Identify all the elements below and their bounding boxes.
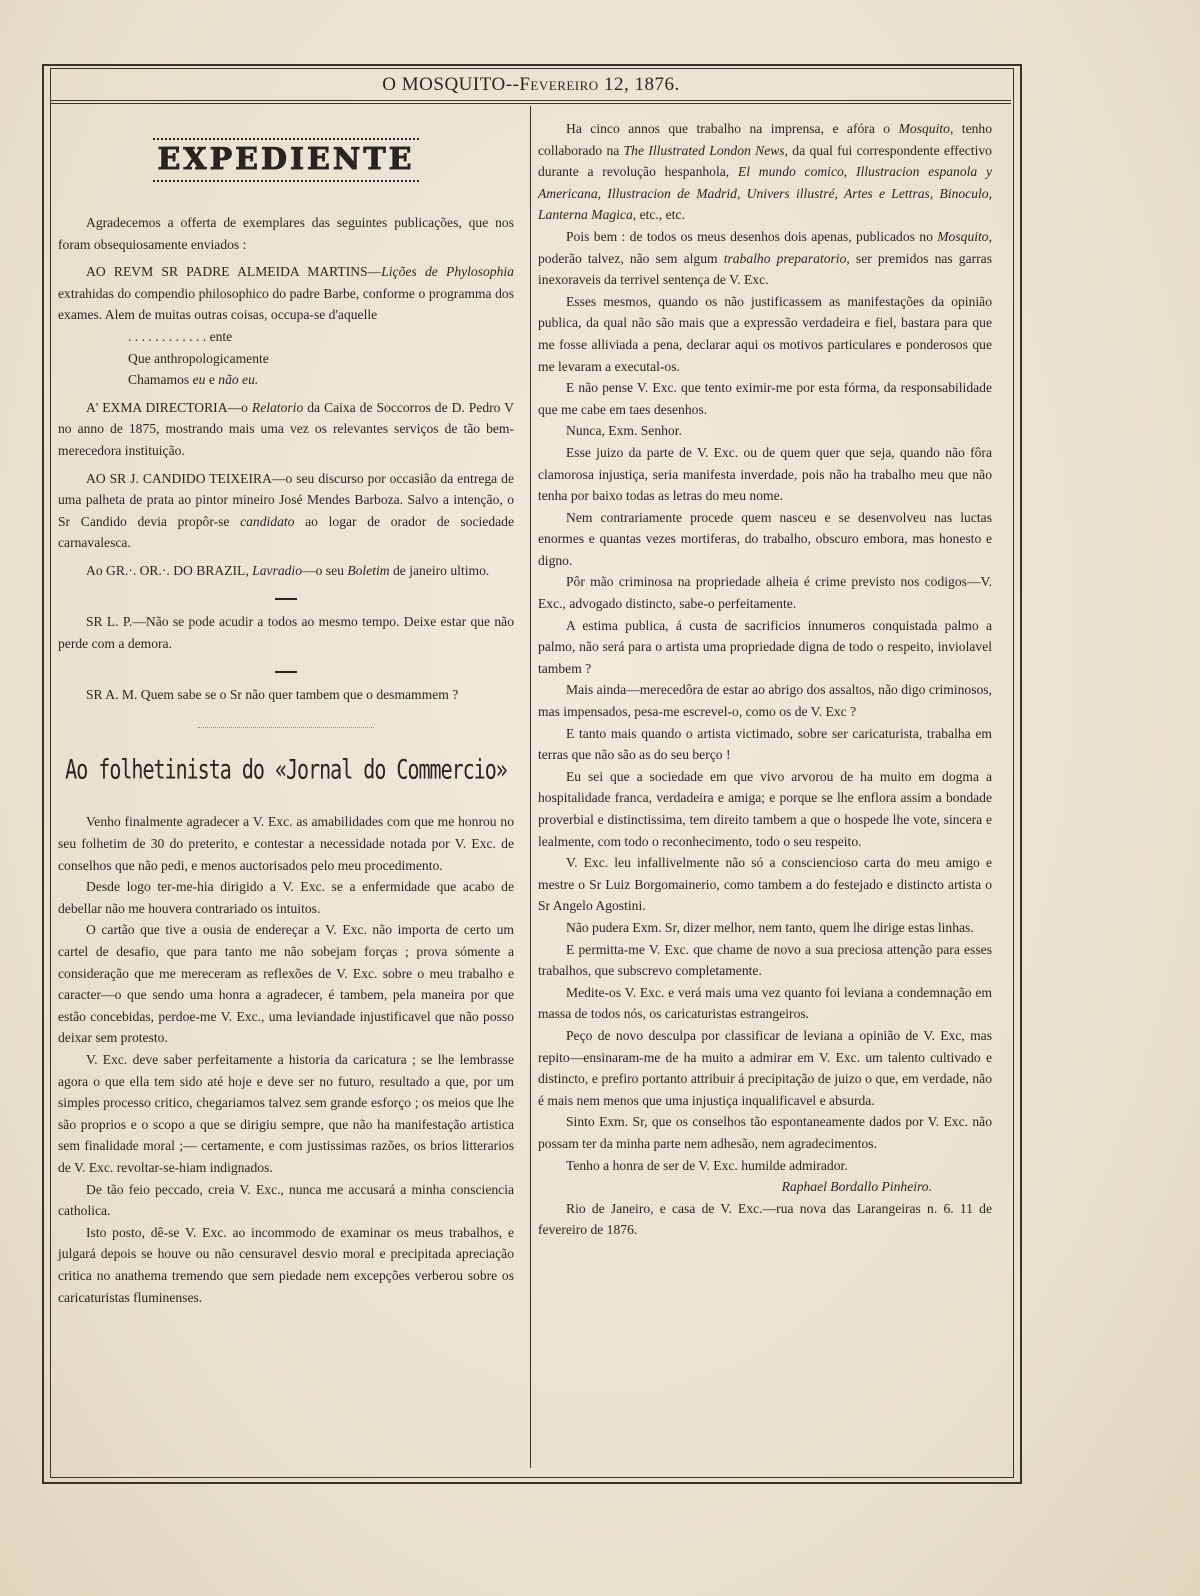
short-rule xyxy=(58,660,514,682)
expediente-item: Ao GR.·. OR.·. DO BRAZIL, Lavradio—o seu Boletim de janeiro ultimo. xyxy=(86,562,490,578)
article-paragraph: E tanto mais quando o artista victimado, sobre ser caricaturista, trabalha em terras que não são as do seu berço ! xyxy=(538,725,992,763)
article-paragraph: Desde logo ter-me-hia dirigido a V. Exc. se a enfermidade que acabo de debellar não me houvera contrariado os intuitos. xyxy=(58,879,514,916)
article-paragraph: E não pense V. Exc. que tento eximir-me por esta fórma, da responsabilidade que me cabe em taes desenhos. xyxy=(538,380,992,417)
article-paragraph: E permitta-me V. Exc. que chame de novo a sua preciosa attenção para esses trabalhos, que subscrevo completamente. xyxy=(538,941,992,979)
article-paragraph: Venho finalmente agradecer a V. Exc. as amabilidades com que me honrou no seu folhetim de 30 do preterito, e contestar a necessidade notada por V. Exc. de conselhos que não pedi, e menos auctorisados pelo meu procedimento. xyxy=(58,814,514,873)
article-paragraph: Esse juizo da parte de V. Exc. ou de quem quer que seja, quando não fôra clamorosa injustiça, seria manifesta inverdade, pois não ha trabalho meu que não tenha por baixo todas as letras do meu nome. xyxy=(538,444,992,504)
expediente-intro: Agradecemos a offerta de exemplares das seguintes publicações, que nos foram obsequiosamente enviados : xyxy=(58,215,514,252)
article-paragraph: Não pudera Exm. Sr, dizer melhor, nem tanto, quem lhe dirige estas linhas. xyxy=(566,919,974,935)
article-paragraph: Ha cinco annos que trabalho na imprensa, e afóra o Mosquito, tenho collaborado na The Illustrated London News, da qual fui correspondente effectivo durante a revolução hespanhola, El mundo comico, Illustracion espanola y Americana, Illustracion de Madrid, Univers illustré, Artes e Lettras, Binoculo, Lanterna Magica, etc., etc. xyxy=(538,121,992,223)
left-column xyxy=(58,116,514,1308)
verse-line: Chamamos eu e não eu. xyxy=(128,372,259,388)
author-signature: Raphael Bordallo Pinheiro. xyxy=(781,1179,932,1195)
article-paragraph: Eu sei que a sociedade em que vivo arvorou de ha muito em dogma a hospitalidade franca, verdadeira e amiga; e porque se lhe enflora assim a bondade proverbial e distinctissima, tem direito tambem a que o hospede lhe vote, sincera e lealmente, com todo o reconhecimento, todo o seu respeito. xyxy=(538,768,992,849)
header-masthead: O MOSQUITO-- xyxy=(382,74,520,95)
article-paragraph: Esses mesmos, quando os não justificassem as manifestações da opinião publica, da qual não são mais que a expressão verdadeira e fiel, bastara para que me fosse alliviada a pena, declarar aqui os motivos particulares e ponderosos que me levaram a executal-os. xyxy=(538,293,992,374)
verse-line: Que anthropologicamente xyxy=(128,350,269,366)
expediente-item: AO SR J. CANDIDO TEIXEIRA—o seu discurso por occasião da entrega de uma palheta de prata ao pintor mineiro José Mendes Barboza. Salvo a intenção, o Sr Candido devia propôr-se candidato ao logar de orador de sociedade carnavalesca. xyxy=(58,470,514,551)
column-divider xyxy=(530,106,531,1468)
article-paragraph: De tão feio peccado, creia V. Exc., nunca me accusará a minha consciencia catholica. xyxy=(58,1181,514,1219)
article-paragraph: Sinto Exm. Sr, que os conselhos tão espontaneamente dados por V. Exc. não possam ter da minha parte nem adhesão, nem agradecimentos. xyxy=(538,1114,992,1151)
article-paragraph: Tenho a honra de ser de V. Exc. humilde admirador. xyxy=(566,1157,848,1173)
header-date: Fevereiro 12, 1876. xyxy=(519,74,680,95)
ornamental-title: EXPEDIENTE xyxy=(153,138,418,182)
article-paragraph: Pois bem : de todos os meus desenhos dois apenas, publicados no Mosquito, poderão talvez, não sem algum trabalho preparatorio, ser premidos nas garras inexoraveis da terrivel sentença de V. Exc. xyxy=(538,228,993,288)
expediente-heading xyxy=(58,138,514,186)
article-paragraph: V. Exc. leu infallivelmente não só a consciencioso carta do meu amigo e mestre o Sr Luiz Borgomainerio, como tambem a do festejado e distincto artista o Sr Angelo Agostini. xyxy=(538,855,992,914)
ellipsis-line: . . . . . . . . . . . . ente xyxy=(128,328,233,344)
short-rule xyxy=(58,588,514,610)
article-paragraph: Peço de novo desculpa por classificar de leviana a opinião de V. Exc, mas repito—ensinaram-me de ha muito a admirar em V. Exc. um talento cultivado e distincto, e prefiro portanto attribuir á precipitação de juizo o que, em verdade, não é mais nem menos que uma injustiça inqualificavel e absurda. xyxy=(538,1027,992,1108)
correspondence-note: SR L. P.—Não se pode acudir a todos ao mesmo tempo. Deixe estar que não perde com a demora. xyxy=(58,614,514,651)
article-paragraph: O cartão que tive a ousia de endereçar a V. Exc. não importa de certo um cartel de desafio, que para tanto me não sobejam forças ; prova sómente a consideração que me mereceram as reflexões de V. Exc. sobre o meu trabalho e caracter—o que sendo uma honra a agradecer, é tambem, pela maneira por que estão concebidas, perdoe-me V. Exc., uma leviandade injustificavel que não posso deixar sem protesto. xyxy=(58,922,514,1046)
section-separator xyxy=(58,705,514,743)
right-column xyxy=(538,118,992,1241)
article-paragraph: Isto posto, dê-se V. Exc. ao incommodo de examinar os meus trabalhos, e julgará depois se houve ou não censuravel desvio moral e precipitada apreciação critica no anathema tremendo que sem piedade nem excepções verberou sobre os caricaturistas fluminenses. xyxy=(58,1224,514,1305)
article-paragraph: Nunca, Exm. Senhor. xyxy=(566,423,682,439)
article-paragraph: Mais ainda—merecedôra de estar ao abrigo dos assaltos, não digo criminosos, mas impensados, pesa-me escrevel-o, como os de V. Exc ? xyxy=(538,682,992,720)
article-title: Ao folhetinista do «Jornal do Commercio» xyxy=(65,753,507,786)
article-paragraph: V. Exc. deve saber perfeitamente a historia da caricatura ; se lhe lembrasse agora o que ella tem sido até hoje e deve ser no futuro, resultado a que, por um simples processo critico, chegariamos talvez sem grande esforço ; os meios que lhe são proprios e o scopo a que se dirigiu sempre, que não ha manifestação artistica sem finalidade moral ;— certamente, e com justissimas razões, os brios litterarios de V. Exc. revoltar-se-hiam indignados. xyxy=(58,1052,514,1175)
correspondence-note: SR A. M. Quem sabe se o Sr não quer tambem que o desmammem ? xyxy=(86,686,459,702)
expediente-item: AO REVM SR PADRE ALMEIDA MARTINS—Lições de Phylosophia extrahidas do compendio philosophico do padre Barbe, conforme o programma dos exames. Alem de muitas outras coisas, occupa-se d'aquelle xyxy=(58,264,514,323)
dateline: Rio de Janeiro, e casa de V. Exc.—rua nova das Larangeiras n. 6. 11 de fevereiro de 1876. xyxy=(538,1200,992,1238)
article-paragraph: A estima publica, á custa de sacrificios innumeros conquistada palmo a palmo, não será para o artista uma propriedade digna de todo o respeito, inviolavel tambem ? xyxy=(538,617,992,676)
article-paragraph: Nem contrariamente procede quem nasceu e se desenvolveu nas luctas enormes e quantas vezes mortiferas, do trabalho, obscuro embora, mas honesto e digno. xyxy=(538,509,992,568)
article-paragraph: Medite-os V. Exc. e verá mais uma vez quanto foi leviana a condemnação em massa de todos nós, os caricaturistas estrangeiros. xyxy=(538,984,992,1022)
article-paragraph: Pôr mão criminosa na propriedade alheia é crime previsto nos codigos—V. Exc., advogado distincto, sabe-o perfeitamente. xyxy=(538,574,992,612)
expediente-item: A' EXMA DIRECTORIA—o Relatorio da Caixa de Soccorros de D. Pedro V no anno de 1875, mostrando mais uma vez os relevantes serviços de tão bem-merecedora instituição. xyxy=(58,399,514,458)
header-rule xyxy=(51,103,1011,104)
page-header xyxy=(51,70,1011,101)
